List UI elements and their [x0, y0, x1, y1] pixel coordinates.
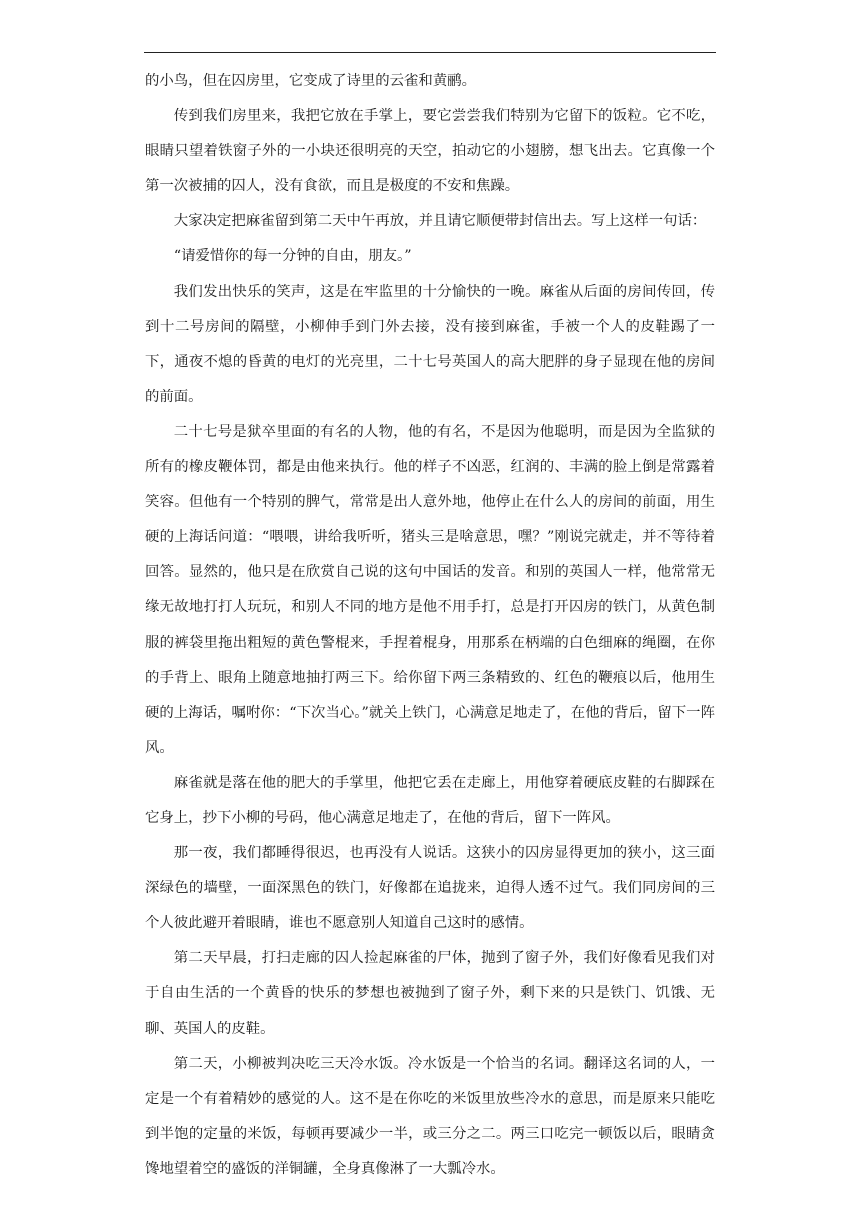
paragraph: 二十七号是狱卒里面的有名的人物，他的有名，不是因为他聪明，而是因为全监狱的所有的橡皮鞭体罚，都是由他来执行。他的样子不凶恶，红润的、丰满的脸上倒是常露着笑容。但他有一个特别的脾气，常常是出人意外地，他停止在什么人的房间的前面，用生硬的上海话问道：“喂喂，讲给我听听，猪头三是啥意思，嘿？”刚说完就走，并不等待着回答。显然的，他只是在欣赏自己说的这句中国话的发音。和别的英国人一样，他常常无缘无故地打打人玩玩，和别人不同的地方是他不用手打，总是打开囚房的铁门，从黄色制服的裤袋里拖出粗短的黄色警棍来，手捏着棍身，用那系在柄端的白色细麻的绳圈，在你的手背上、眼角上随意地抽打两三下。给你留下两三条精致的、红色的鞭痕以后，他用生硬的上海话，嘱咐你：“下次当心。”就关上铁门，心满意足地走了，在他的背后，留下一阵风。: [145, 423, 715, 756]
paragraph: 麻雀就是落在他的肥大的手掌里，他把它丢在走廊上，用他穿着硬底皮鞋的右脚踩在它身上，抄下小柳的号码，他心满意足地走了，在他的背后，留下一阵风。: [145, 774, 715, 826]
paragraph: 第二天早晨，打扫走廊的囚人捡起麻雀的尸体，抛到了窗子外，我们好像看见我们对于自由生活的一个黄昏的快乐的梦想也被抛到了窗子外，剩下来的只是铁门、饥饿、无聊、英国人的皮鞋。: [145, 950, 715, 1037]
paragraph: 那一夜，我们都睡得很迟，也再没有人说话。这狭小的囚房显得更加的狭小，这三面深绿色的墙壁，一面深黑色的铁门，好像都在追拢来，迫得人透不过气。我们同房间的三个人彼此避开着眼睛，谁也不愿意别人知道自己这时的感情。: [145, 845, 715, 932]
paragraph: 大家决定把麻雀留到第二天中午再放，并且请它顺便带封信出去。写上这样一句话：: [173, 213, 707, 230]
header-rule: [144, 52, 716, 53]
paragraph: 传到我们房里来，我把它放在手掌上，要它尝尝我们特别为它留下的饭粒。它不吃，眼睛只望着铁窗子外的一小块还很明亮的天空，拍动它的小翅膀，想飞出去。它真像一个第一次被捕的囚人，没有食欲，而且是极度的不安和焦躁。: [145, 108, 715, 195]
paragraph: 我们发出快乐的笑声，这是在牢监里的十分愉快的一晚。麻雀从后面的房间传回，传到十二号房间的隔壁，小柳伸手到门外去接，没有接到麻雀，手被一个人的皮鞋踢了一下，通夜不熄的昏黄的电灯的光亮里，二十七号英国人的高大肥胖的身子显现在他的房间的前面。: [145, 283, 715, 405]
paragraph: 第二天，小柳被判决吃三天冷水饭。冷水饭是一个恰当的名词。翻译这名词的人，一定是一个有着精妙的感觉的人。这不是在你吃的米饭里放些冷水的意思，而是原来只能吃到半饱的定量的米饭，每顿再要减少一半，或三分之二。两三口吃完一顿饭以后，眼睛贪馋地望着空的盛饭的洋铜罐，全身真像淋了一大瓢冷水。: [145, 1055, 715, 1177]
document-body: [145, 64, 715, 1187]
paragraph: 的小鸟，但在囚房里，它变成了诗里的云雀和黄鹂。: [145, 73, 476, 89]
paragraph-quote: “请爱惜你的每一分钟的自由，朋友。”: [173, 248, 412, 265]
